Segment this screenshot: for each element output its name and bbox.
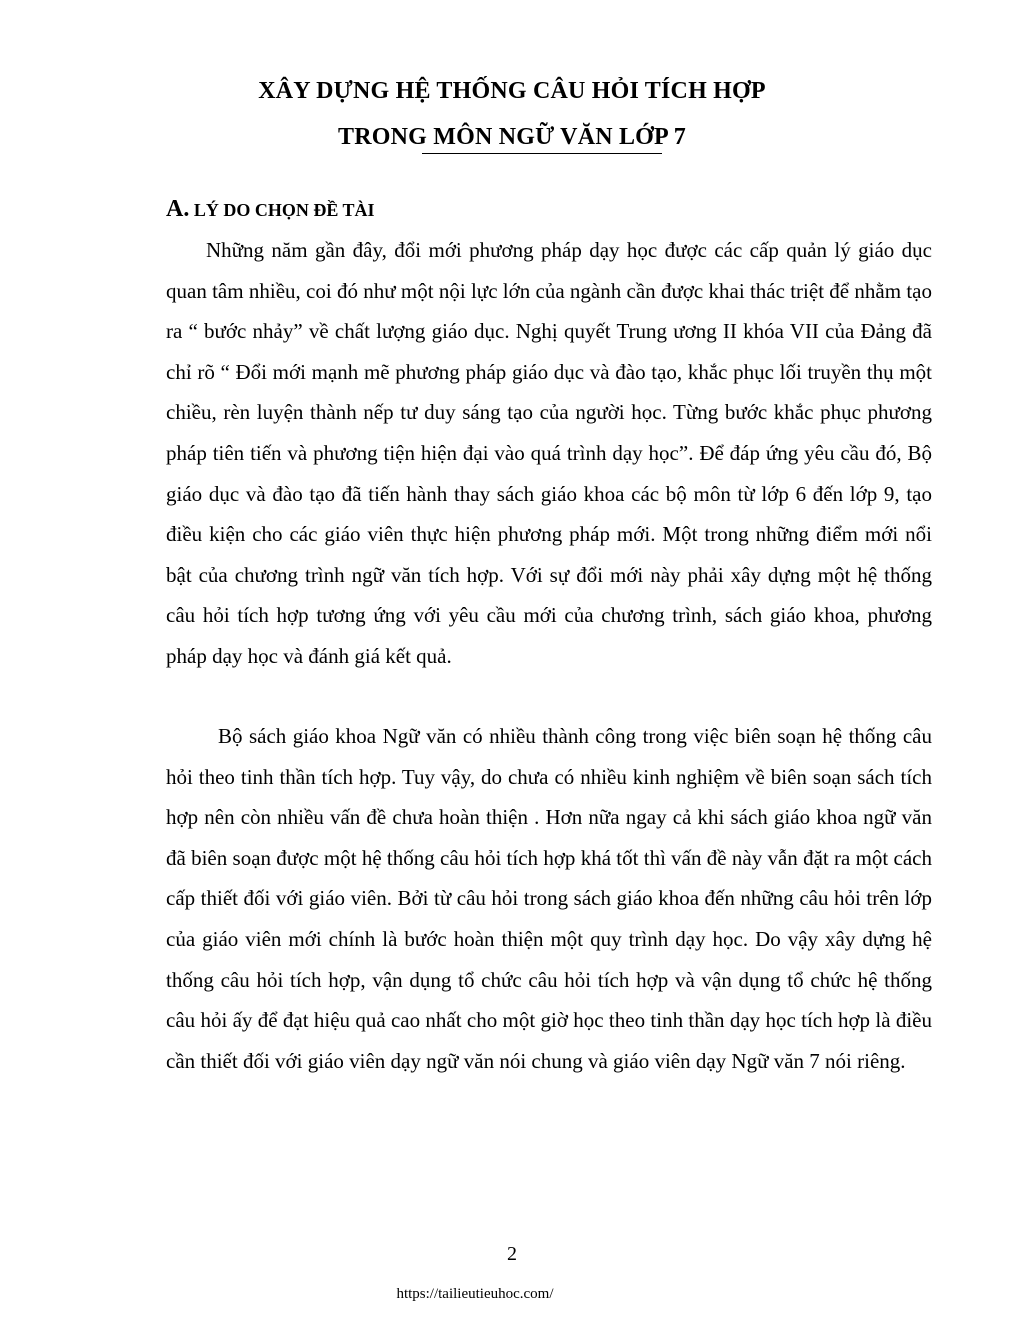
page-number: 2 — [507, 1243, 517, 1265]
section-letter: A. — [166, 196, 190, 222]
document-title-line-1: XÂY DỰNG HỆ THỐNG CÂU HỎI TÍCH HỢP — [258, 78, 766, 104]
section-heading — [166, 196, 375, 223]
paragraph-1: Những năm gần đây, đổi mới phương pháp dạy học được các cấp quản lý giáo dục quan tâm nhiều, coi đó như một nội lực lớn của ngành cần được khai thác triệt để nhằm tạo ra “ bước nhảy” về chất lượng giáo dục. Nghị quyết Trung ương II khóa VII của Đảng đã chỉ rõ “ Đổi mới mạnh mẽ phương pháp giáo dục và đào tạo, khắc phục lối truyền thụ một chiều, rèn luyện thành nếp tư duy sáng tạo của người học. Từng bước khắc phục phương pháp tiên tiến và phương tiện hiện đại vào quá trình dạy học”. Để đáp ứng yêu cầu đó, Bộ giáo dục và đào tạo đã tiến hành thay sách giáo khoa các bộ môn từ lớp 6 đến lớp 9, tạo điều kiện cho các giáo viên thực hiện phương pháp mới. Một trong những điểm mới nổi bật của chương trình ngữ văn tích hợp. Với sự đổi mới này phải xây dựng một hệ thống câu hỏi tích hợp tương ứng với yêu cầu mới của chương trình, sách giáo khoa, phương pháp dạy học và đánh giá kết quả. — [166, 238, 932, 668]
footer-url-link[interactable]: https://tailieutieuhoc.com/ — [396, 1286, 554, 1302]
document-title-line-2: TRONG MÔN NGỮ VĂN LỚP 7 — [338, 124, 686, 150]
section-heading-text: LÝ DO CHỌN ĐỀ TÀI — [189, 200, 375, 220]
title-underline-divider — [422, 153, 662, 154]
paragraph-2: Bộ sách giáo khoa Ngữ văn có nhiều thành công trong việc biên soạn hệ thống câu hỏi theo tinh thần tích hợp. Tuy vậy, do chưa có nhiều kinh nghiệm về biên soạn sách tích hợp nên còn nhiều vấn đề chưa hoàn thiện . Hơn nữa ngay cả khi sách giáo khoa ngữ văn đã biên soạn được một hệ thống câu hỏi tích hợp khá tốt thì vấn đề này vẫn đặt ra một cách cấp thiết đối với giáo viên. Bởi từ câu hỏi trong sách giáo khoa đến những câu hỏi trên lớp của giáo viên mới chính là bước hoàn thiện một quy trình dạy học. Do vậy xây dựng hệ thống câu hỏi tích hợp, vận dụng tổ chức câu hỏi tích hợp và vận dụng tổ chức hệ thống câu hỏi ấy để đạt hiệu quả cao nhất cho một giờ học theo tinh thần dạy học tích hợp là điều cần thiết đối với giáo viên dạy ngữ văn nói chung và giáo viên dạy Ngữ văn 7 nói riêng. — [166, 724, 932, 1073]
